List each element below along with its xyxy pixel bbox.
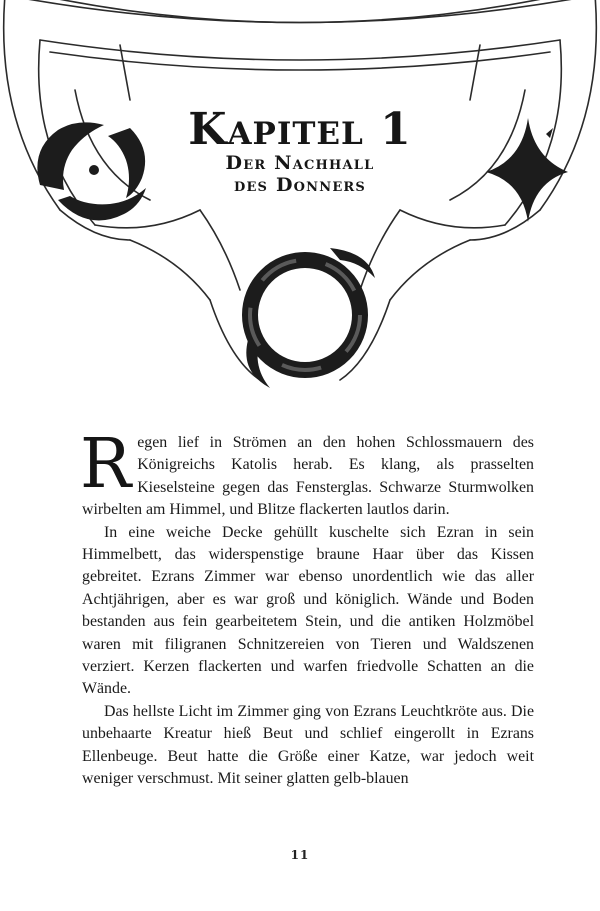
chapter-body — [80, 425, 534, 791]
paragraph-3: Das hellste Licht im Zimmer ging von Ezrans Leuchtkröte aus. Die unbehaarte Kreatur hieß Beut und schlief eingerollt in Ezrans Ellenbeuge. Beut hatte die Größe einer Katze, war jedoch weit weniger verschmust. Mit seiner glatten gelb-blauen — [82, 702, 534, 788]
chapter-subtitle-line-2: des Donners — [233, 174, 367, 196]
chapter-title: Kapitel 1 — [188, 104, 412, 155]
page-number: 11 — [290, 848, 310, 862]
paragraph-1 — [80, 425, 534, 522]
drop-cap: R — [80, 425, 132, 504]
chapter-ornament — [0, 0, 600, 400]
paragraph-2: In eine weiche Decke gehüllt kuschelte sich Ezran in sein Himmelbett, das widerspenstige braune Haar über das Kissen gebreitet. Ezrans Zimmer war ebenso unordentlich wie das aller Achtjährigen, aber es war groß und königlich. Wände und Boden bestanden aus fein gearbeitetem Stein, und die antiken Holzmöbel waren mit filigranen Schnitzereien von Tieren und Waldszenen verziert. Kerzen flackerten und warfen friedvolle Schatten an die Wände. — [82, 523, 534, 698]
paragraph-1-text: egen lief in Strömen an den hohen Schlossmauern des Königreichs Katolis herab. Es klang, als prasselten Kieselsteine gegen das Fensterglas. Schwarze Sturmwolken wirbelten am Himmel, und Blitze flackerten lautlos darin. — [82, 434, 534, 519]
chapter-subtitle-line-1: Der Nachhall — [225, 152, 375, 174]
